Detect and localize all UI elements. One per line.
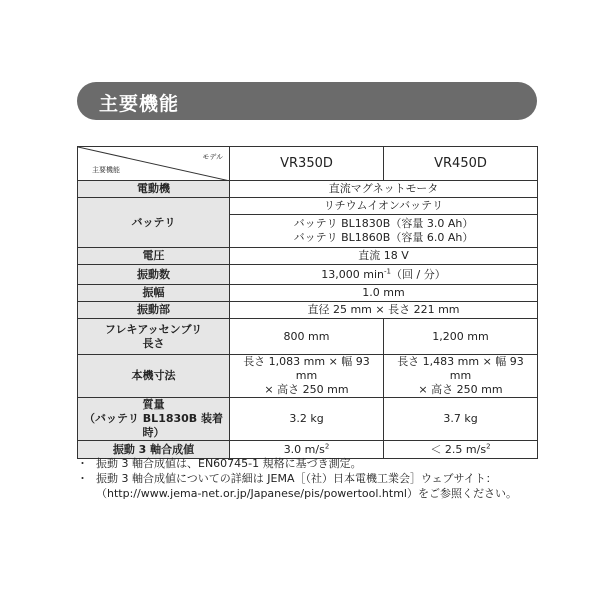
mass-value-vr350d: 3.2 kg — [230, 398, 384, 441]
row-label-amplitude: 振幅 — [78, 285, 230, 302]
battery-model-1: バッテリ BL1830B（容量 3.0 Ah） — [293, 217, 474, 230]
bullet-mark: ・ — [77, 457, 88, 470]
table-row — [78, 198, 538, 215]
footnote-text: 振動 3 軸合成値についての詳細は JEMA［（社）日本電機工業会］ウェブサイト：（http://www.jema-net.or.jp/Japanese/pis/powertool.html）をご参照ください。 — [96, 472, 517, 500]
section-heading-bar — [77, 82, 537, 120]
dimensions-value-vr450d: 長さ 1,483 mm × 幅 93 mm × 高さ 250 mm — [384, 355, 538, 398]
footnotes — [77, 456, 547, 501]
footnote-item — [77, 456, 547, 471]
table-row — [78, 248, 538, 265]
row-label-vibrations: 振動数 — [78, 265, 230, 285]
row-label-flex: フレキアッセンブリ 長さ — [78, 319, 230, 355]
flex-value-vr450d: 1,200 mm — [384, 319, 538, 355]
table-row — [78, 319, 538, 355]
corner-function-label: 主要機能 — [92, 166, 120, 174]
flex-value-vr350d: 800 mm — [230, 319, 384, 355]
vibrator-value: 直径 25 mm × 長さ 221 mm — [230, 302, 538, 319]
bullet-mark: ・ — [77, 472, 88, 485]
table-row — [78, 355, 538, 398]
section-heading: 主要機能 — [99, 93, 180, 115]
table-row — [78, 302, 538, 319]
mass-value-vr450d: 3.7 kg — [384, 398, 538, 441]
table-row — [78, 265, 538, 285]
header-corner-cell — [78, 147, 230, 181]
table-row — [78, 398, 538, 441]
row-label-voltage: 電圧 — [78, 248, 230, 265]
row-label-motor: 電動機 — [78, 181, 230, 198]
row-label-vibrator: 振動部 — [78, 302, 230, 319]
footnote-text: 振動 3 軸合成値は、EN60745-1 規格に基づき測定。 — [96, 457, 362, 470]
battery-type-value: リチウムイオンバッテリ — [230, 198, 538, 215]
dimensions-value-vr350d: 長さ 1,083 mm × 幅 93 mm × 高さ 250 mm — [230, 355, 384, 398]
row-label-dimensions: 本機寸法 — [78, 355, 230, 398]
vibration-total-value-vr450d: ＜ 2.5 $m/s^2$ — [384, 441, 538, 459]
voltage-value: 直流 18 V — [230, 248, 538, 265]
corner-model-label: モデル — [202, 153, 223, 161]
table-row — [78, 285, 538, 302]
row-label-vibration-total: 振動 3 軸合成値 — [78, 441, 230, 459]
battery-models-cell — [230, 215, 538, 248]
model-header-vr350d: VR350D — [230, 147, 384, 181]
row-label-battery: バッテリ — [78, 198, 230, 248]
model-header-vr450d: VR450D — [384, 147, 538, 181]
motor-value: 直流マグネットモータ — [230, 181, 538, 198]
vibrations-value: 13,000 $\min^{-1}$（回 / 分） — [230, 265, 538, 285]
amplitude-value: 1.0 mm — [230, 285, 538, 302]
row-label-mass: 質量 （バッテリ BL1830B 装着時） — [78, 398, 230, 441]
table-row — [78, 181, 538, 198]
vibration-total-value-vr350d: 3.0 $m/s^2$ — [230, 441, 384, 459]
spec-table — [77, 146, 538, 459]
footnote-item — [77, 471, 547, 501]
battery-model-2: バッテリ BL1860B（容量 6.0 Ah） — [293, 231, 474, 244]
table-header-row — [78, 147, 538, 181]
